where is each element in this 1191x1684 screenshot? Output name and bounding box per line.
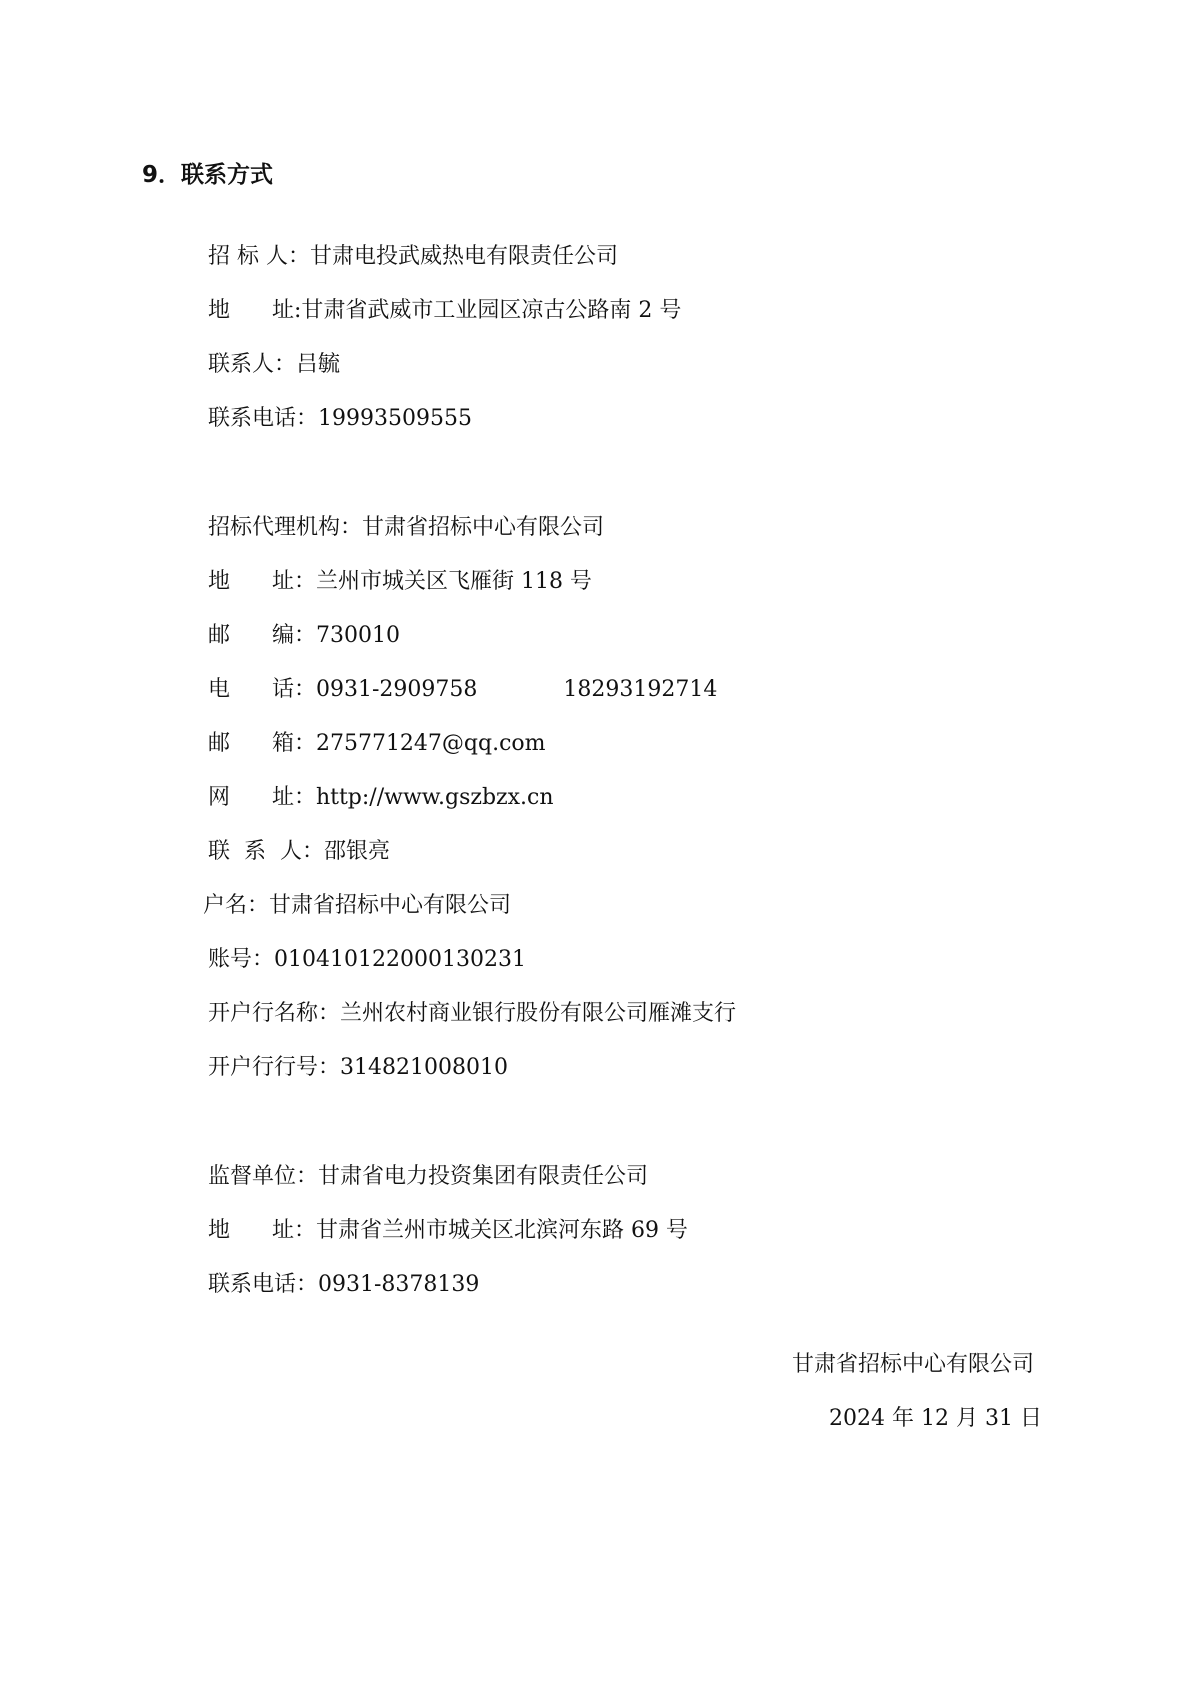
supervisor-address-label: 地 址： <box>207 1218 316 1243</box>
agency-website-label: 网 址： <box>207 785 316 810</box>
agency-name: 甘肃省招标中心有限公司 <box>362 515 605 540</box>
agency-postcode: 730010 <box>315 623 400 648</box>
supervisor-phone-label: 联系电话： <box>207 1272 318 1297</box>
signature-date: 2024 年 12 月 31 日 <box>829 1406 1042 1431</box>
agency-account-no-label: 账号： <box>207 947 274 972</box>
agency-name-label: 招标代理机构： <box>207 515 362 540</box>
agency-phone-2: 18293192714 <box>563 677 718 702</box>
supervisor-phone-line <box>180 1240 479 1330</box>
supervisor-phone: 0931-8378139 <box>318 1272 480 1297</box>
tenderer-phone-label: 联系电话： <box>207 406 318 431</box>
agency-phone: 0931-2909758 <box>315 677 478 702</box>
agency-bank-no-label: 开户行行号： <box>207 1055 340 1080</box>
agency-email-label: 邮 箱： <box>207 731 316 756</box>
tenderer-phone-line <box>180 374 472 464</box>
agency-account-no: 010410122000130231 <box>274 947 526 972</box>
agency-account-name-label: 户名： <box>202 893 269 918</box>
agency-account-name: 甘肃省招标中心有限公司 <box>269 893 512 918</box>
tenderer-phone: 19993509555 <box>318 406 472 431</box>
agency-bank-no: 314821008010 <box>340 1055 508 1080</box>
supervisor-name-label: 监督单位： <box>207 1164 318 1189</box>
tenderer-address: 甘肃省武威市工业园区凉古公路南 2 号 <box>301 298 682 323</box>
agency-bank-label: 开户行名称： <box>207 1001 340 1026</box>
agency-contact-label: 联 系 人： <box>207 839 324 864</box>
tenderer-name: 甘肃电投武威热电有限责任公司 <box>309 244 618 269</box>
agency-phone-label: 电 话： <box>207 677 316 702</box>
agency-postcode-label: 邮 编： <box>207 623 316 648</box>
supervisor-name: 甘肃省电力投资集团有限责任公司 <box>318 1164 649 1189</box>
tenderer-address-label: 地 址: <box>207 298 302 323</box>
agency-address-label: 地 址： <box>207 569 316 594</box>
agency-bank-no-line <box>180 1023 508 1113</box>
tenderer-name-label: 招 标 人： <box>207 244 310 269</box>
tenderer-contact-label: 联系人： <box>207 352 296 377</box>
agency-bank: 兰州农村商业银行股份有限公司雁滩支行 <box>340 1001 737 1026</box>
supervisor-address: 甘肃省兰州市城关区北滨河东路 69 号 <box>315 1218 688 1243</box>
agency-contact: 邵银亮 <box>323 839 390 864</box>
section-heading: 9．联系方式 <box>142 162 274 188</box>
agency-email: 275771247@qq.com <box>315 731 546 756</box>
agency-website: http://www.gszbzx.cn <box>315 785 554 810</box>
tenderer-contact: 吕毓 <box>296 352 341 377</box>
signature-org: 甘肃省招标中心有限公司 <box>792 1352 1035 1377</box>
agency-address: 兰州市城关区飞雁街 118 号 <box>315 569 592 594</box>
